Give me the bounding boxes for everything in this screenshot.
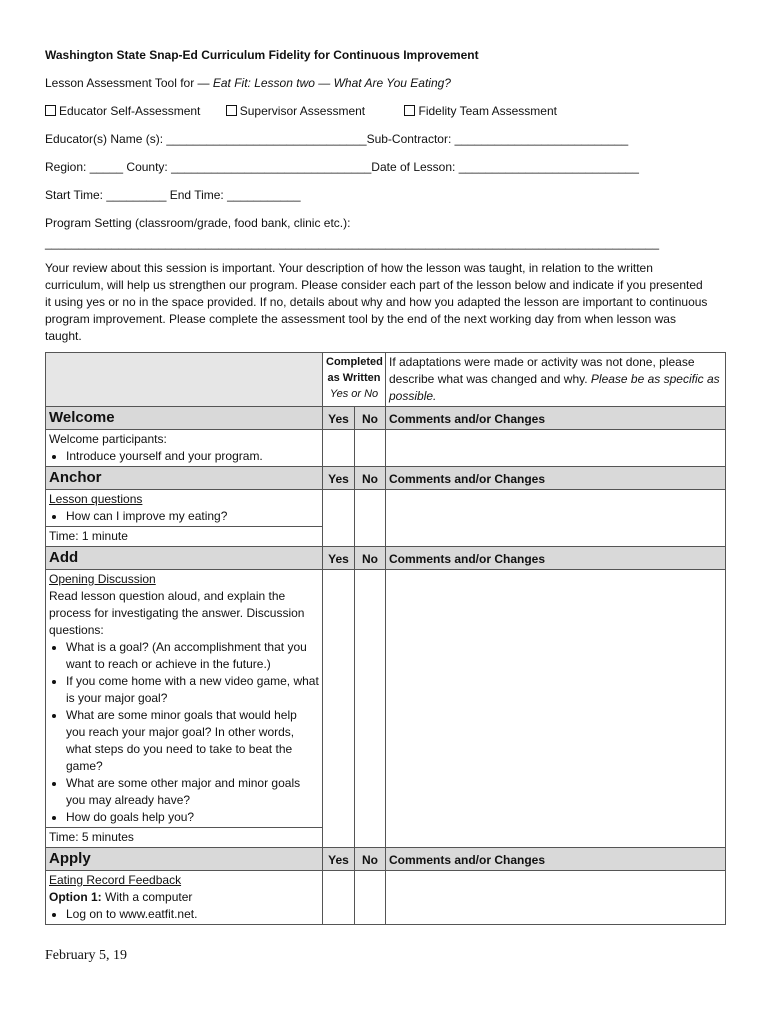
as-written-label: as Written — [327, 372, 381, 384]
comments-header: Comments and/or Changes — [386, 407, 726, 430]
list-item: • What are some minor goals that would help you reach your major goal? In other words, what steps do you need to take to beat the game? — [66, 707, 319, 775]
region-county-date-field[interactable]: Region: _____ County: ______________________________Date of Lesson: ___________________________ — [45, 160, 639, 174]
checkbox-icon — [404, 105, 415, 116]
add-time: Time: 5 minutes — [46, 828, 323, 848]
yes-header: Yes — [323, 467, 355, 490]
section-row-anchor — [46, 467, 726, 490]
anchor-heading: Lesson questions — [49, 492, 143, 506]
assessment-table — [45, 352, 726, 925]
assessment-type-options — [45, 104, 579, 119]
anchor-content — [46, 490, 323, 527]
educator-name-field[interactable]: Educator(s) Name (s): ______________________________Sub-Contractor: __________________________ — [45, 132, 629, 146]
completed-header — [323, 353, 386, 407]
fidelity-team-assessment-checkbox[interactable] — [404, 104, 557, 119]
apply-option — [49, 889, 319, 906]
comments-header: Comments and/or Changes — [386, 547, 726, 570]
comments-header: Comments and/or Changes — [386, 848, 726, 871]
anchor-time: Time: 1 minute — [46, 527, 323, 547]
comments-cell[interactable] — [386, 871, 726, 925]
checkbox-icon — [45, 105, 56, 116]
table-row — [46, 430, 726, 467]
add-text: Read lesson question aloud, and explain the process for investigating the answer. Discussion questions: — [49, 589, 305, 637]
no-header: No — [355, 848, 386, 871]
comments-header: Comments and/or Changes — [386, 467, 726, 490]
adaptations-italic: Please be as specific as possible. — [389, 372, 720, 403]
lesson-tool-prefix: Lesson Assessment Tool for — — [45, 76, 213, 90]
welcome-text: Welcome participants: — [49, 432, 167, 446]
section-title-apply: Apply — [46, 848, 323, 871]
list-item: • Log on to www.eatfit.net. — [66, 906, 319, 923]
welcome-content — [46, 430, 323, 467]
yes-cell[interactable] — [323, 570, 355, 848]
add-content — [46, 570, 323, 828]
no-header: No — [355, 547, 386, 570]
no-cell[interactable] — [355, 430, 386, 467]
comments-cell[interactable] — [386, 570, 726, 848]
yes-cell[interactable] — [323, 430, 355, 467]
list-item: • What is a goal? (An accomplishment that you want to reach or achieve in the future.) — [66, 639, 319, 673]
section-title-welcome: Welcome — [46, 407, 323, 430]
table-row — [46, 871, 726, 925]
option-label: Option 1: — [49, 890, 102, 904]
section-row-add — [46, 547, 726, 570]
table-row — [46, 570, 726, 828]
section-row-apply — [46, 848, 726, 871]
table-header-row — [46, 353, 726, 407]
yes-header: Yes — [323, 848, 355, 871]
apply-content — [46, 871, 323, 925]
apply-heading: Eating Record Feedback — [49, 873, 182, 887]
list-item: • Introduce yourself and your program. — [66, 448, 319, 465]
document-title: Washington State Snap-Ed Curriculum Fidelity for Continuous Improvement — [45, 48, 479, 62]
footer-date: February 5, 19 — [45, 948, 128, 963]
yes-header: Yes — [323, 407, 355, 430]
section-title-anchor: Anchor — [46, 467, 323, 490]
yes-cell[interactable] — [323, 871, 355, 925]
no-header: No — [355, 467, 386, 490]
educator-self-assessment-checkbox[interactable] — [45, 104, 200, 119]
list-item: • How can I improve my eating? — [66, 508, 319, 525]
option-text: With a computer — [101, 890, 193, 904]
no-cell[interactable] — [355, 490, 386, 547]
yes-header: Yes — [323, 547, 355, 570]
program-setting-field[interactable]: ____________________________________________________________________________________________ — [45, 236, 659, 250]
adaptations-text: If adaptations were made or activity was not done, please describe what was changed and why. — [389, 355, 695, 386]
adaptations-header — [386, 353, 726, 407]
comments-cell[interactable] — [386, 490, 726, 547]
start-end-time-field[interactable]: Start Time: _________ End Time: ___________ — [45, 188, 301, 202]
checkbox-icon — [226, 105, 237, 116]
comments-cell[interactable] — [386, 430, 726, 467]
add-heading: Opening Discussion — [49, 572, 156, 586]
yes-cell[interactable] — [323, 490, 355, 547]
section-title-add: Add — [46, 547, 323, 570]
supervisor-assessment-checkbox[interactable] — [226, 104, 365, 119]
program-setting-label: Program Setting (classroom/grade, food bank, clinic etc.): — [45, 216, 351, 230]
checkbox-label: Educator Self-Assessment — [59, 104, 201, 118]
list-item: • What are some other major and minor goals you may already have? — [66, 775, 319, 809]
yes-or-no-label: Yes or No — [329, 388, 379, 400]
table-row — [46, 490, 726, 527]
checkbox-label: Supervisor Assessment — [239, 104, 366, 118]
intro-paragraph: Your review about this session is important. Your description of how the lesson was taught, in relation to the written curriculum, will help us strengthen our program. Please consider each part of the lesson below and indicate if you presented it using yes or no in the space provided. If no, details about why and how you adapted the lesson are important to continuous program improvement. Please complete the assessment tool by the end of the next working day from when lesson was taught. — [45, 261, 708, 343]
lesson-tool-line — [45, 76, 451, 91]
header-blank-cell — [46, 353, 323, 407]
no-cell[interactable] — [355, 570, 386, 848]
checkbox-label: Fidelity Team Assessment — [418, 104, 557, 118]
no-header: No — [355, 407, 386, 430]
completed-label: Completed — [326, 356, 383, 368]
lesson-name: Eat Fit: Lesson two — What Are You Eating? — [212, 76, 451, 90]
section-row-welcome — [46, 407, 726, 430]
list-item: • How do goals help you? — [66, 809, 319, 826]
list-item: • If you come home with a new video game, what is your major goal? — [66, 673, 319, 707]
no-cell[interactable] — [355, 871, 386, 925]
